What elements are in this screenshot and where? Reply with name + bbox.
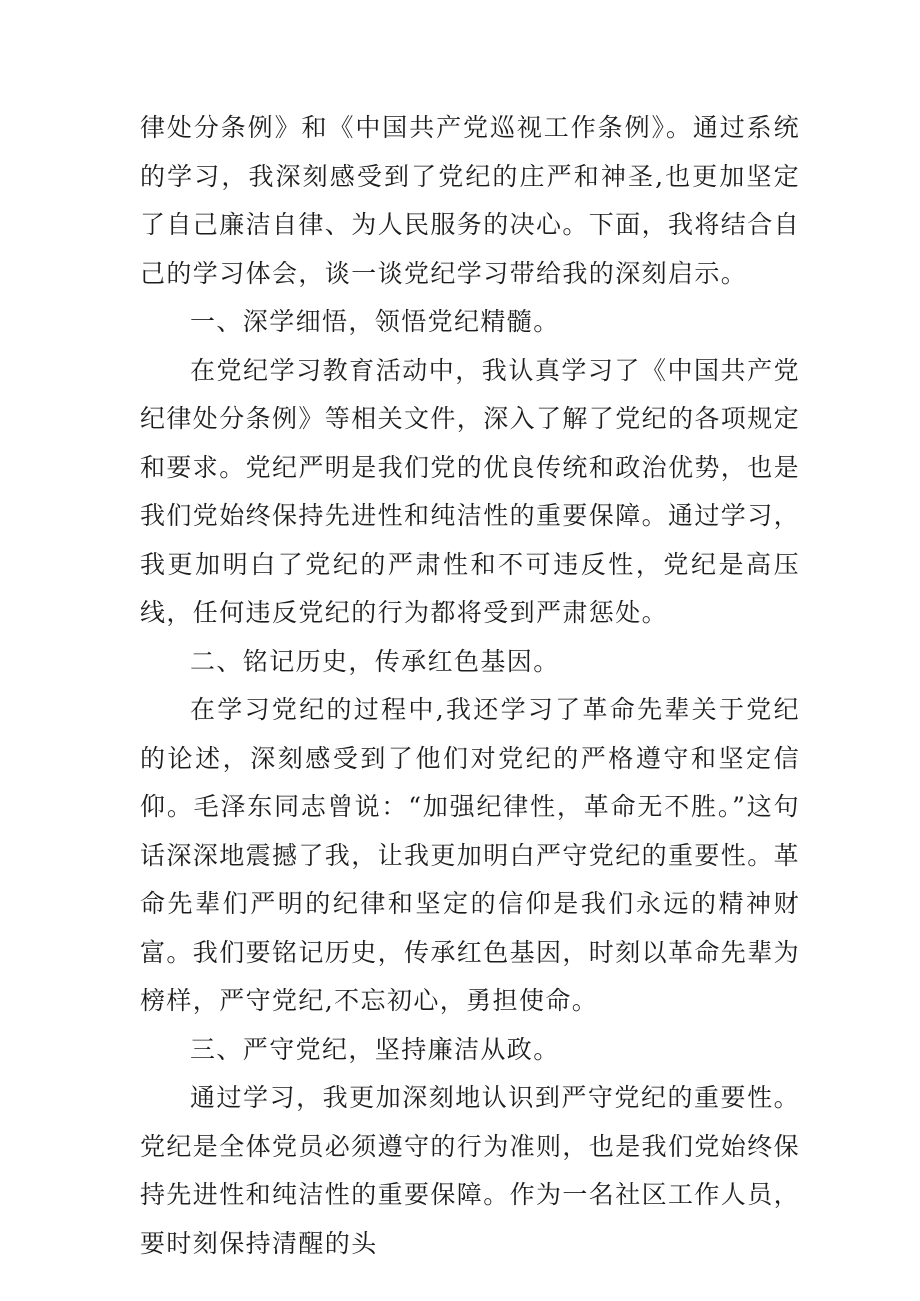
section-heading-2: 二、铭记历史，传承红色基因。 bbox=[190, 646, 560, 676]
section-heading-1: 一、深学细悟，领悟党纪精髓。 bbox=[190, 307, 560, 336]
paragraph-section-2: 在学习党纪的过程中,我还学习了革命先辈关于党纪的论述，深刻感受到了他们对党纪的严格遵守和坚定信仰。毛泽东同志曾说：“加强纪律性，革命无不胜。”这句话深深地震撼了我，让我更加明白严守党纪的重要性。革命先辈们严明的纪律和坚定的信仰是我们永远的精神财富。我们要铭记历史，传承红色基因，时刻以革命先辈为榜样，严守党纪,不忘初心，勇担使命。 bbox=[140, 695, 801, 1015]
paragraph-intro-continuation: 律处分条例》和《中国共产党巡视工作条例》。通过系统的学习，我深刻感受到了党纪的庄严和神圣,也更加坚定了自己廉洁自律、为人民服务的决心。下面，我将结合自己的学习体会，谈一谈党纪学习带给我的深刻启示。 bbox=[140, 113, 801, 288]
document-body bbox=[140, 104, 800, 1268]
section-heading-3: 三、严守党纪，坚持廉洁从政。 bbox=[190, 1034, 560, 1064]
paragraph-section-1: 在党纪学习教育活动中，我认真学习了《中国共产党纪律处分条例》等相关文件，深入了解了党纪的各项规定和要求。党纪严明是我们党的优良传统和政治优势，也是我们党始终保持先进性和纯洁性的重要保障。通过学习，我更加明白了党纪的严肃性和不可违反性，党纪是高压线，任何违反党纪的行为都将受到严肃惩处。 bbox=[140, 355, 801, 627]
paragraph-section-3: 通过学习，我更加深刻地认识到严守党纪的重要性。党纪是全体党员必须遵守的行为准则，也是我们党始终保持先进性和纯洁性的重要保障。作为一名社区工作人员，要时刻保持清醒的头 bbox=[140, 1083, 801, 1258]
